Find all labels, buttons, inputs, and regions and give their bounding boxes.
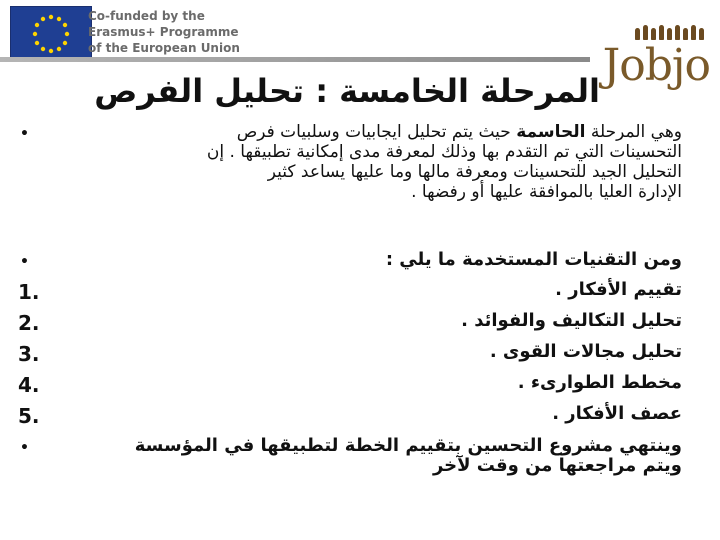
bullet-marker: • bbox=[20, 254, 29, 270]
item-text: مخطط الطوارىء . bbox=[517, 372, 682, 393]
item-prefix: وهي المرحلة bbox=[590, 122, 682, 142]
item-line bbox=[80, 122, 682, 142]
item-line: وينتهي مشروع التحسين بتقييم الخطة لتطبيقها في المؤسسة bbox=[134, 435, 682, 456]
slide-title: المرحلة الخامسة : تحليل الفرص bbox=[94, 72, 600, 110]
eu-text-line-2: Erasmus+ Programme bbox=[88, 25, 239, 39]
bullet-marker: • bbox=[20, 126, 29, 142]
item-line: التحليل الجيد للتحسينات ومعرفة مالها وما عليها يساعد كثير bbox=[267, 162, 682, 182]
header-divider bbox=[0, 57, 590, 62]
item-highlight: الحاسمة bbox=[516, 122, 586, 142]
item-paragraph bbox=[80, 436, 682, 476]
eu-text-line-1: Co-funded by the bbox=[88, 9, 205, 23]
item-text: تقييم الأفكار . bbox=[555, 279, 682, 300]
people-icon bbox=[614, 22, 704, 40]
number-marker: 3. bbox=[18, 342, 40, 366]
item-line: ويتم مراجعتها من وقت لآخر bbox=[432, 455, 682, 476]
item-text: ومن التقنيات المستخدمة ما يلي : bbox=[385, 249, 682, 270]
item-text: عصف الأفكار . bbox=[552, 403, 682, 424]
number-marker: 5. bbox=[18, 404, 40, 428]
brand-logo-word: Jobjo bbox=[602, 40, 710, 91]
bullet-marker: • bbox=[20, 440, 29, 456]
eu-cofunded-text bbox=[88, 8, 238, 56]
item-paragraph bbox=[80, 122, 682, 202]
item-line-text: حيث يتم تحليل ايجابيات وسلبيات فرص bbox=[236, 122, 511, 142]
number-marker: 2. bbox=[18, 311, 40, 335]
brand-logo bbox=[604, 22, 714, 102]
item-text: تحليل مجالات القوى . bbox=[489, 341, 682, 362]
eu-flag-icon bbox=[10, 6, 92, 62]
item-line: التحسينات التي تم التقدم بها وذلك لمعرفة مدى إمكانية تطبيقها . إن bbox=[206, 142, 682, 162]
number-marker: 4. bbox=[18, 373, 40, 397]
item-text: تحليل التكاليف والفوائد . bbox=[461, 310, 682, 331]
number-marker: 1. bbox=[18, 280, 40, 304]
item-line: الإدارة العليا بالموافقة عليها أو رفضها . bbox=[411, 182, 682, 202]
eu-text-line-3: of the European Union bbox=[88, 41, 240, 55]
